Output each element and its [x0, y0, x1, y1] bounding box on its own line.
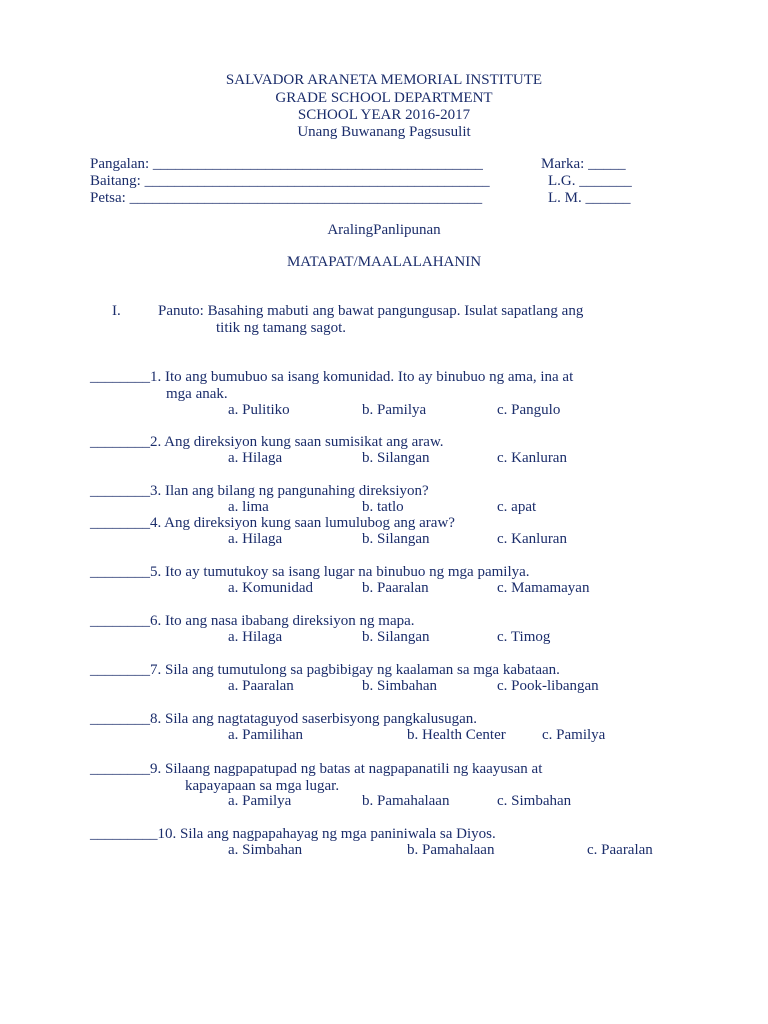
choice-b[interactable]: b. Silangan [362, 629, 430, 645]
choice-c[interactable]: c. Pook-libangan [497, 678, 599, 694]
question-text-continued: kapayapaan sa mga lugar. [185, 778, 340, 794]
department-name: GRADE SCHOOL DEPARTMENT [275, 90, 493, 106]
choice-a[interactable]: a. Pulitiko [228, 402, 290, 418]
exam-title: Unang Buwanang Pagsusulit [297, 124, 471, 140]
school-name: SALVADOR ARANETA MEMORIAL INSTITUTE [225, 72, 543, 88]
question-text-continued: mga anak. [166, 386, 228, 402]
choice-c[interactable]: c. Mamamayan [497, 580, 590, 596]
choice-a[interactable]: a. Pamilihan [228, 727, 303, 743]
instructions-line: Panuto: Basahing mabuti ang bawat pangungusap. Isulat sapatlang ang [158, 303, 584, 319]
choice-c[interactable]: c. apat [497, 499, 537, 515]
choice-a[interactable]: a. Pamilya [228, 793, 292, 809]
question-text: ________4. Ang direksiyon kung saan lumulubog ang araw? [90, 515, 455, 531]
question-text: ________1. Ito ang bumubuo sa isang komunidad. Ito ay binubuo ng ama, ina at [90, 369, 574, 385]
question-item [0, 761, 768, 821]
choice-b[interactable]: b. Simbahan [362, 678, 437, 694]
date-field[interactable]: Petsa: _______________________________________________ [90, 190, 483, 206]
subject-title: AralingPanlipunan [327, 222, 441, 238]
instructions-line: titik ng tamang sagot. [216, 320, 346, 336]
choice-b[interactable]: b. Pamahalaan [407, 842, 495, 858]
choice-b[interactable]: b. Pamahalaan [362, 793, 450, 809]
question-text: ________6. Ito ang nasa ibabang direksiyon ng mapa. [90, 613, 415, 629]
question-text: ________9. Silaang nagpapatupad ng batas at nagpapanatili ng kaayusan at [90, 761, 543, 777]
choice-a[interactable]: a. Paaralan [228, 678, 294, 694]
choice-a[interactable]: a. Hilaga [228, 531, 283, 547]
question-text: _________10. Sila ang nagpapahayag ng mga paniniwala sa Diyos. [90, 826, 496, 842]
question-text: ________3. Ilan ang bilang ng pangunahing direksiyon? [90, 483, 429, 499]
choice-a[interactable]: a. lima [228, 499, 269, 515]
question-text: ________7. Sila ang tumutulong sa pagbibigay ng kaalaman sa mga kabataan. [90, 662, 560, 678]
choice-b[interactable]: b. Pamilya [362, 402, 427, 418]
choice-c[interactable]: c. Pamilya [542, 727, 606, 743]
school-year: SCHOOL YEAR 2016-2017 [297, 107, 471, 123]
choice-c[interactable]: c. Pangulo [497, 402, 561, 418]
choice-b[interactable]: b. Silangan [362, 531, 430, 547]
section-name: MATAPAT/MAALALAHANIN [286, 254, 482, 270]
name-field[interactable]: Pangalan: ____________________________________________ [90, 156, 483, 172]
question-text: ________8. Sila ang nagtataguyod saserbisyong pangkalusugan. [90, 711, 478, 727]
question-text: ________2. Ang direksiyon kung saan sumisikat ang araw. [90, 434, 444, 450]
instructions-numeral: I. [112, 303, 121, 319]
choice-a[interactable]: a. Hilaga [228, 629, 283, 645]
choice-c[interactable]: c. Timog [497, 629, 551, 645]
question-item [0, 826, 768, 886]
choice-c[interactable]: c. Paaralan [587, 842, 653, 858]
question-text: ________5. Ito ay tumutukoy sa isang lugar na binubuo ng mga pamilya. [90, 564, 530, 580]
question-item [0, 369, 768, 429]
lm-field[interactable]: L. M. ______ [548, 190, 631, 206]
choice-b[interactable]: b. Silangan [362, 450, 430, 466]
choice-a[interactable]: a. Hilaga [228, 450, 283, 466]
choice-b[interactable]: b. tatlo [362, 499, 404, 515]
choice-a[interactable]: a. Komunidad [228, 580, 313, 596]
choice-a[interactable]: a. Simbahan [228, 842, 303, 858]
choice-c[interactable]: c. Kanluran [497, 450, 567, 466]
choice-b[interactable]: b. Health Center [407, 727, 506, 743]
choice-c[interactable]: c. Simbahan [497, 793, 572, 809]
lg-field[interactable]: L.G. _______ [548, 173, 632, 189]
choice-c[interactable]: c. Kanluran [497, 531, 567, 547]
grade-field[interactable]: Baitang: ______________________________________________ [90, 173, 490, 189]
score-field[interactable]: Marka: _____ [541, 156, 626, 172]
choice-b[interactable]: b. Paaralan [362, 580, 429, 596]
